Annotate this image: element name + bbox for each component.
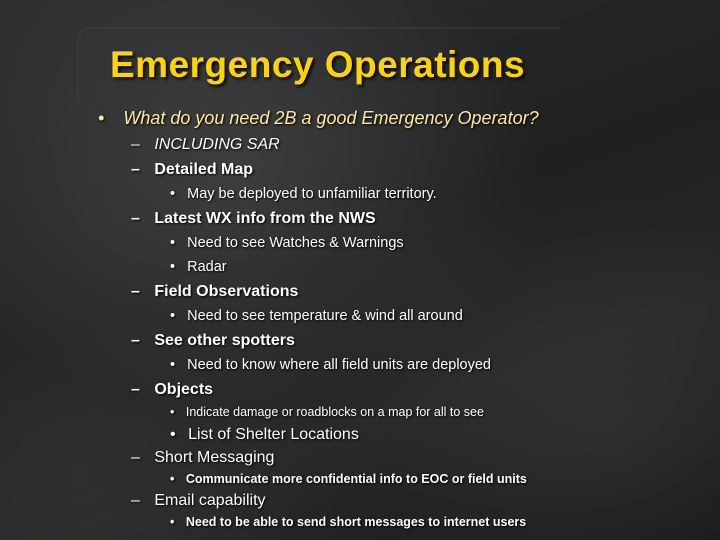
detail-text: Need to be able to send short messages to internet users xyxy=(185,515,527,529)
detail-item xyxy=(170,259,227,275)
detail-text: Need to see Watches & Warnings xyxy=(187,235,404,251)
sub-item-email-capability xyxy=(131,492,266,510)
dash-marker: – xyxy=(131,283,140,300)
detail-item xyxy=(170,405,484,419)
dash-marker: – xyxy=(131,332,140,349)
bullet-marker: • xyxy=(170,426,176,443)
main-bullet-text: What do you need 2B a good Emergency Operator? xyxy=(123,108,539,128)
detail-item xyxy=(170,235,404,251)
sub-item-text: Objects xyxy=(154,381,214,398)
bullet-marker: • xyxy=(170,405,175,419)
detail-item xyxy=(170,357,491,373)
detail-text: Communicate more confidential info to EOC or field units xyxy=(185,472,527,486)
bullet-marker: • xyxy=(170,235,176,251)
sub-item-including-sar xyxy=(131,136,280,154)
detail-text: May be deployed to unfamiliar territory. xyxy=(187,186,437,202)
sub-item-field-observations xyxy=(131,283,298,301)
detail-text: Indicate damage or roadblocks on a map for all to see xyxy=(185,405,484,419)
slide-title: Emergency Operations xyxy=(110,44,526,85)
detail-item xyxy=(170,515,526,529)
dash-marker: – xyxy=(131,492,140,509)
detail-text: Radar xyxy=(187,259,227,275)
detail-text: Need to see temperature & wind all around xyxy=(187,308,463,324)
bullet-marker: • xyxy=(170,186,176,202)
detail-text: Need to know where all field units are deployed xyxy=(187,357,491,373)
bullet-marker: • xyxy=(170,472,175,486)
bullet-marker: • xyxy=(170,515,175,529)
sub-item-see-other-spotters xyxy=(131,332,295,350)
bullet-marker: • xyxy=(170,259,176,275)
dash-marker: – xyxy=(131,210,140,227)
sub-item-text: Field Observations xyxy=(154,283,299,300)
dash-marker: – xyxy=(131,161,140,178)
detail-item xyxy=(170,426,359,444)
dash-marker: – xyxy=(131,136,140,153)
sub-item-objects xyxy=(131,381,213,399)
sub-item-text: Email capability xyxy=(154,492,266,509)
bullet-marker: • xyxy=(98,108,105,128)
main-bullet xyxy=(98,108,539,129)
detail-text: List of Shelter Locations xyxy=(188,426,359,443)
bullet-marker: • xyxy=(170,357,176,373)
bullet-marker: • xyxy=(170,308,176,324)
sub-item-detailed-map xyxy=(131,161,253,179)
dash-marker: – xyxy=(131,381,140,398)
sub-item-text: Short Messaging xyxy=(154,449,275,466)
sub-item-text: See other spotters xyxy=(154,332,295,349)
detail-item xyxy=(170,186,437,202)
dash-marker: – xyxy=(131,449,140,466)
detail-item xyxy=(170,308,463,324)
sub-item-text: Detailed Map xyxy=(154,161,254,178)
sub-item-short-messaging xyxy=(131,449,274,467)
sub-item-text: Latest WX info from the NWS xyxy=(154,210,376,227)
sub-item-text: INCLUDING SAR xyxy=(154,136,280,153)
detail-item xyxy=(170,472,527,486)
sub-item-latest-wx xyxy=(131,210,376,228)
